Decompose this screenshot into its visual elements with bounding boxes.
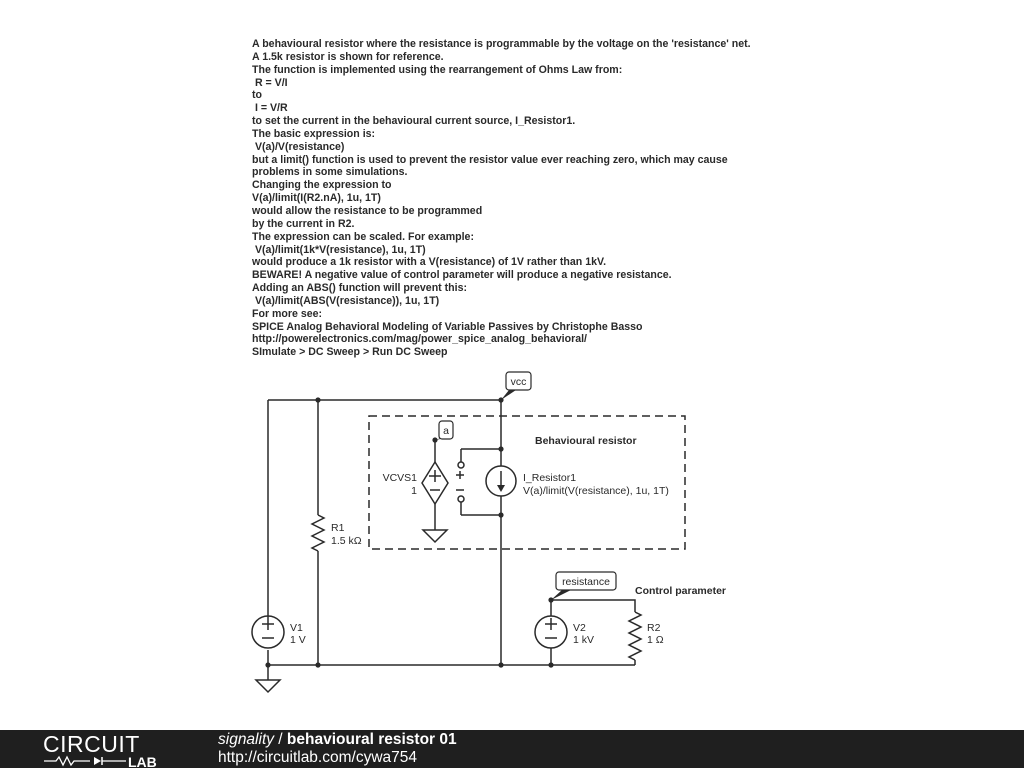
description-line: V(a)/limit(1k*V(resistance), 1u, 1T): [252, 243, 426, 256]
description-line: http://powerelectronics.com/mag/power_spice_analog_behavioral/: [252, 333, 587, 346]
description-line: For more see:: [252, 307, 323, 320]
description-line: by the current in R2.: [252, 217, 355, 230]
description-line: SImulate > DC Sweep > Run DC Sweep: [252, 346, 448, 359]
control-parameter-label: Control parameter: [635, 585, 727, 597]
net-label-a-text: a: [443, 425, 449, 437]
description-line: problems in some simulations.: [252, 166, 408, 179]
schematic-diagram: [0, 360, 1024, 700]
description-line: The function is implemented using the rearrangement of Ohms Law from:: [252, 63, 623, 76]
description-line: The expression can be scaled. For example:: [252, 230, 474, 243]
description-line: would produce a 1k resistor with a V(resistance) of 1V rather than 1kV.: [252, 256, 607, 269]
vcvs1-value: 1: [411, 485, 417, 497]
description-line: A behavioural resistor where the resistance is programmable by the voltage on the 'resistance' net.: [252, 38, 751, 50]
description-line: I = V/R: [252, 102, 288, 115]
description-line: to: [252, 89, 262, 102]
circuit-url[interactable]: http://circuitlab.com/cywa754: [218, 749, 418, 766]
v1-name: V1: [290, 622, 303, 634]
ground-vcvs: [423, 530, 447, 542]
footer-bar: [0, 730, 1024, 768]
r1-value: 1.5 kΩ: [331, 535, 362, 547]
description-line: SPICE Analog Behavioral Modeling of Variable Passives by Christophe Basso: [252, 320, 643, 333]
description-line: A 1.5k resistor is shown for reference.: [252, 50, 444, 63]
description-line: V(a)/V(resistance): [252, 140, 345, 153]
r2-value: 1 Ω: [647, 634, 664, 646]
net-label-resistance-text: resistance: [562, 576, 610, 588]
i-resistor1-name: I_Resistor1: [523, 472, 577, 484]
circuit-name: behavioural resistor 01: [286, 731, 457, 748]
description-line: but a limit() function is used to prevent the resistor value ever reaching zero, which may cause: [252, 153, 728, 166]
description-line: BEWARE! A negative value of control parameter will produce a negative resistance.: [252, 269, 672, 282]
r1-resistor-symbol: [312, 515, 324, 551]
vcvs-diamond: [422, 462, 448, 504]
wire-resistance: [551, 600, 635, 665]
description-line: The basic expression is:: [252, 127, 376, 140]
box-title: Behavioural resistor: [535, 435, 637, 447]
description-line: Adding an ABS() function will prevent this:: [252, 282, 468, 295]
description-line: Changing the expression to: [252, 179, 392, 192]
vcvs1-name: VCVS1: [382, 472, 417, 484]
circuitlab-logo[interactable]: [42, 730, 182, 768]
v2-name: V2: [573, 622, 586, 634]
r2-name: R2: [647, 622, 661, 634]
description-line: to set the current in the behavioural current source, I_Resistor1.: [252, 115, 576, 128]
title-separator: /: [274, 731, 287, 748]
description-line: V(a)/limit(ABS(V(resistance)), 1u, 1T): [252, 294, 440, 307]
v1-value: 1 V: [290, 634, 306, 646]
description-line: R = V/I: [252, 76, 288, 89]
author-name[interactable]: signality: [218, 731, 274, 748]
net-label-vcc-text: vcc: [510, 376, 527, 388]
v2-value: 1 kV: [573, 634, 595, 646]
ground-main: [256, 680, 280, 692]
r2-resistor-symbol: [629, 612, 641, 660]
description-line: V(a)/limit(I(R2.nA), 1u, 1T): [252, 192, 381, 205]
r1-name: R1: [331, 522, 345, 534]
description-line: would allow the resistance to be programmed: [252, 204, 483, 217]
i-resistor1-value: V(a)/limit(V(resistance), 1u, 1T): [523, 485, 669, 497]
circuit-description: [252, 38, 952, 359]
logo-circuit-text: CIRCUIT: [43, 731, 140, 757]
circuit-title: [218, 731, 457, 749]
logo-lab-text: LAB: [128, 754, 157, 768]
